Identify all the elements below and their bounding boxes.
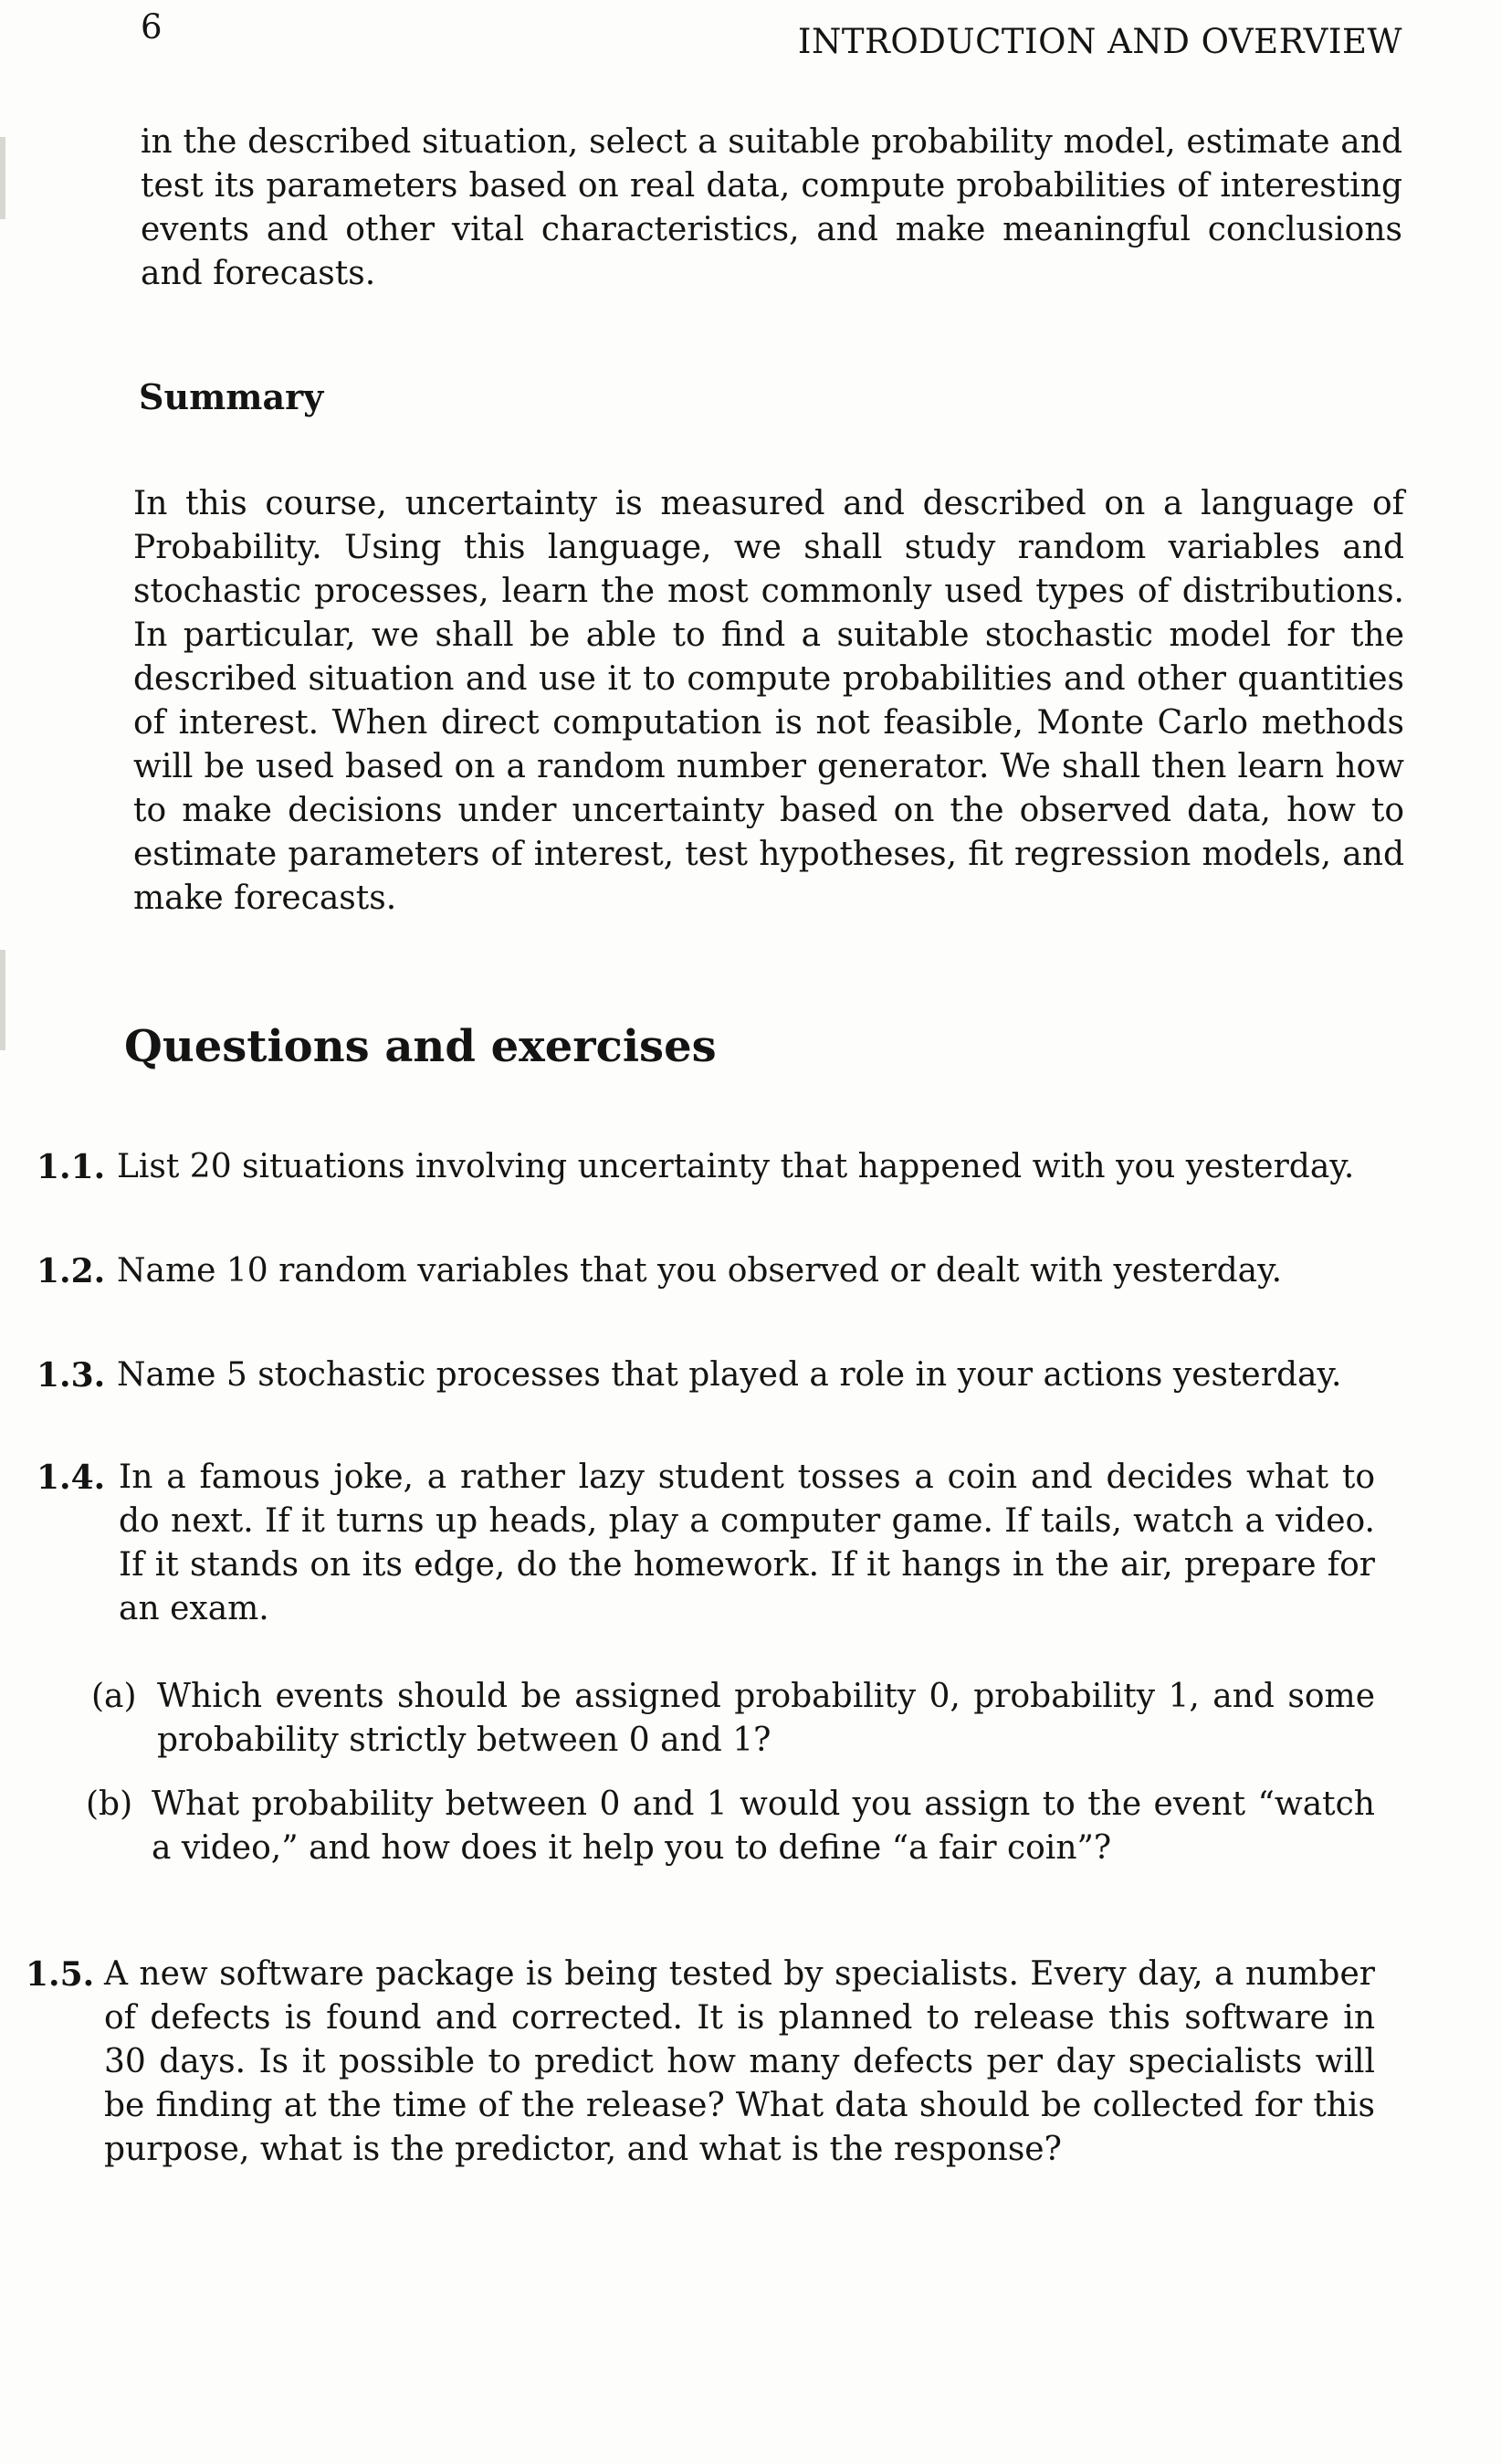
part-label: (b): [86, 1785, 133, 1823]
exercise-number: 1.1.: [37, 1148, 106, 1186]
summary-heading: Summary: [139, 376, 324, 417]
part-text: Which events should be assigned probability 0, probability 1, and some probability strictly between 0 and 1?: [157, 1678, 1375, 1759]
exercise-number: 1.4.: [37, 1458, 106, 1497]
exercise-1-4: [37, 1456, 1375, 1631]
scan-edge-mark: [0, 950, 5, 1050]
page-number: 6: [141, 7, 163, 47]
exercise-text: List 20 situations involving uncertainty that happened with you yesterday.: [117, 1148, 1355, 1185]
exercise-text: In a famous joke, a rather lazy student tosses a coin and decides what to do next. If it turns up heads, play a computer game. If tails, watch a video. If it stands on its edge, do the homework. If it hangs in the air, prepare for an exam.: [119, 1458, 1375, 1627]
exercises-heading: Questions and exercises: [124, 1021, 717, 1072]
exercise-1-1: [37, 1145, 1370, 1189]
part-text: What probability between 0 and 1 would you assign to the event “watch a video,” and how does it help you to define “a fair coin”?: [152, 1785, 1375, 1867]
part-label: (a): [91, 1678, 137, 1715]
exercise-1-3: [37, 1353, 1370, 1397]
exercise-1-2: [37, 1249, 1370, 1293]
summary-paragraph: In this course, uncertainty is measured and described on a language of Probability. Using this language, we shall study random variables and stochastic processes, learn the most commonly used types of distributions. In particular, we shall be able to find a suitable stochastic model for the described situation and use it to compute probabilities and other quantities of interest. When direct computation is not feasible, Monte Carlo methods will be used based on a random number generator. We shall then learn how to make decisions under uncertainty based on the observed data, how to estimate parameters of interest, test hypotheses, fit regression models, and make forecasts.: [133, 485, 1404, 917]
exercise-text: Name 5 stochastic processes that played a role in your actions yesterday.: [117, 1356, 1342, 1394]
exercise-number: 1.3.: [37, 1356, 106, 1395]
exercise-1-5: [26, 1953, 1375, 2172]
scan-edge-mark: [0, 137, 5, 219]
exercise-1-4-part-a: [91, 1675, 1375, 1763]
exercise-text: Name 10 random variables that you observed or dealt with yesterday.: [117, 1252, 1283, 1290]
exercise-number: 1.5.: [26, 1955, 95, 1994]
running-head: INTRODUCTION AND OVERVIEW: [797, 22, 1402, 61]
exercise-number: 1.2.: [37, 1252, 106, 1290]
exercise-text: A new software package is being tested by specialists. Every day, a number of defects is found and corrected. It is planned to release this software in 30 days. Is it possible to predict how many defects per day specialists will be finding at the time of the release? What data should be collected for this purpose, what is the predictor, and what is the response?: [104, 1955, 1375, 2168]
intro-paragraph: in the described situation, select a suitable probability model, estimate and test its parameters based on real data, compute probabilities of interesting events and other vital characteristics, and make meaningful conclusions and forecasts.: [141, 123, 1402, 292]
exercise-1-4-part-b: [86, 1783, 1375, 1870]
